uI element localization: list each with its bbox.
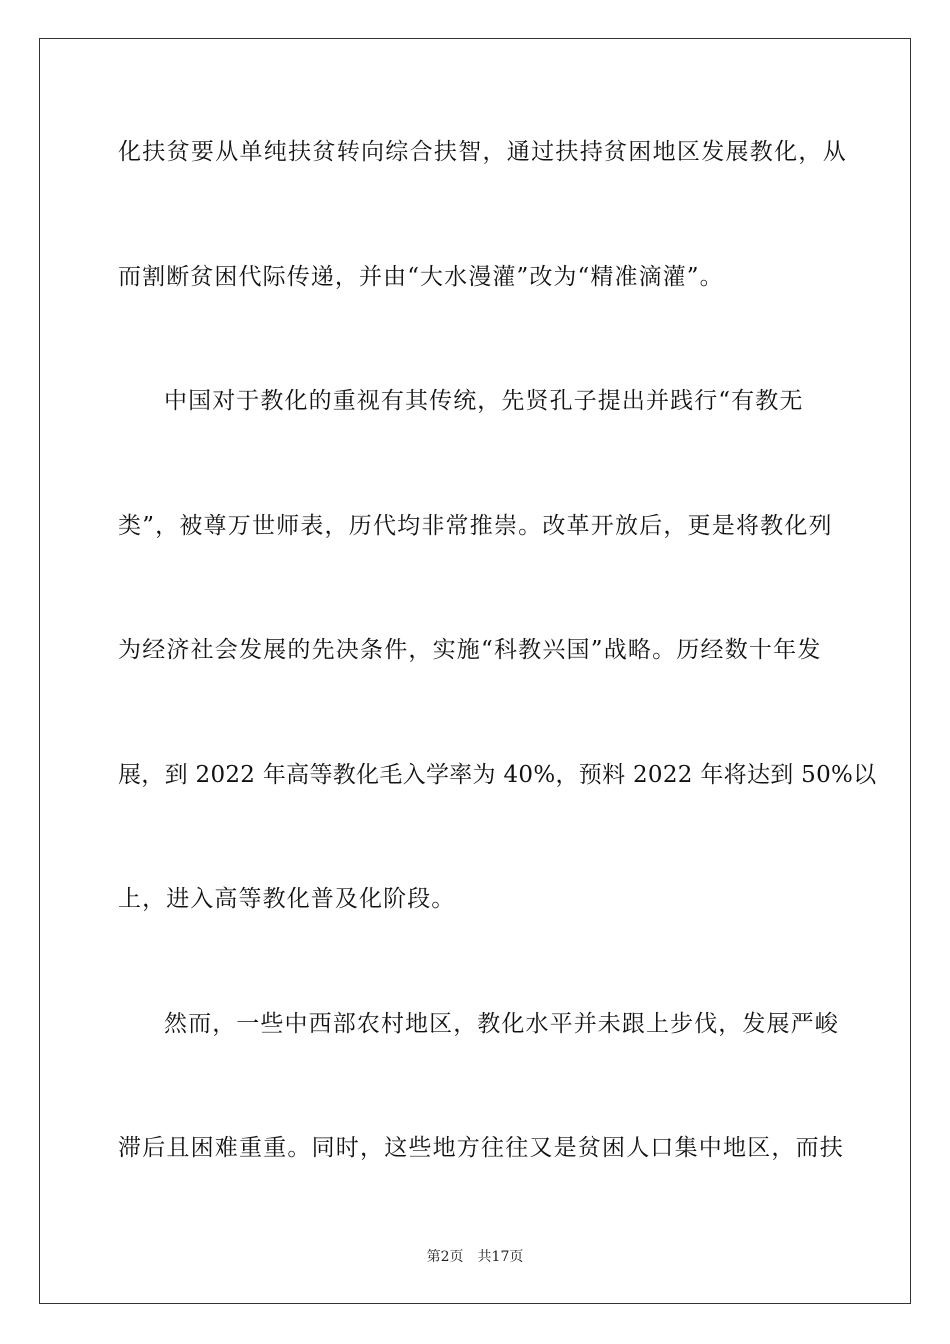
paragraph-start-line: 中国对于教化的重视有其传统，先贤孔子提出并践行“有教无 bbox=[164, 388, 804, 414]
body-line-9: 滞后且困难重重。同时，这些地方往往又是贫困人口集中地区，而扶 bbox=[118, 1135, 844, 1161]
body-line-2: 而割断贫困代际传递，并由“大水漫灌”改为“精准滴灌”。 bbox=[118, 264, 724, 290]
page-total: 共17页 bbox=[477, 1249, 524, 1265]
page-border bbox=[39, 38, 911, 1304]
page-number: 第2页 bbox=[426, 1249, 464, 1265]
body-line-5: 为经济社会发展的先决条件，实施“科教兴国”战略。历经数十年发 bbox=[118, 637, 822, 663]
body-line-7: 上，进入高等教化普及化阶段。 bbox=[118, 886, 456, 912]
body-line-4: 类”，被尊万世师表，历代均非常推崇。改革开放后，更是将教化列 bbox=[118, 513, 833, 539]
page-footer bbox=[0, 1248, 950, 1266]
paragraph-start-line: 然而，一些中西部农村地区，教化水平并未跟上步伐，发展严峻 bbox=[164, 1011, 839, 1037]
body-line-1: 化扶贫要从单纯扶贫转向综合扶智，通过扶持贫困地区发展教化，从 bbox=[118, 139, 847, 165]
body-line-6: 展，到 2022 年高等教化毛入学率为 40%，预料 2022 年将达到 50%以 bbox=[118, 762, 877, 788]
